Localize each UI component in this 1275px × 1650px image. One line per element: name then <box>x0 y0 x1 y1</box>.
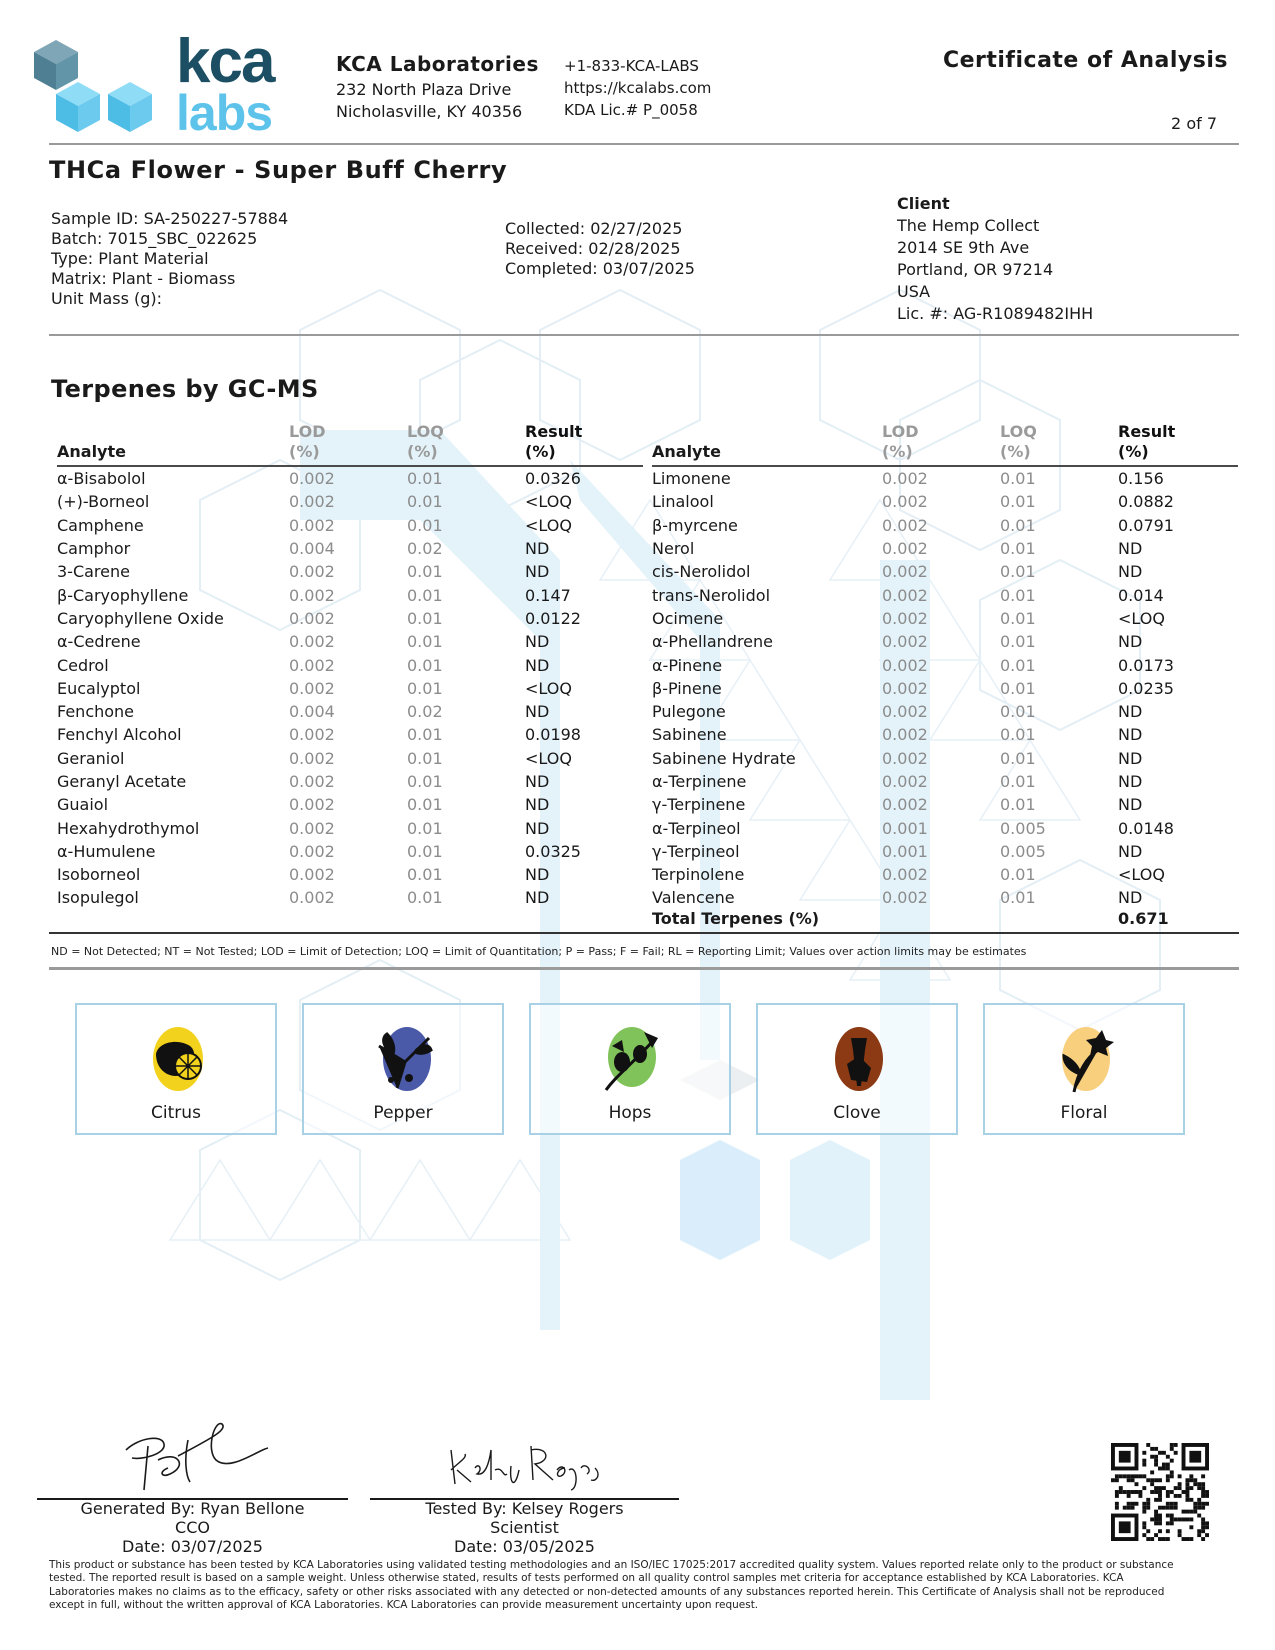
result-cell: 0.0198 <box>525 725 581 745</box>
analyte-cell: Sabinene Hydrate <box>652 748 796 768</box>
lod-cell: 0.002 <box>882 469 928 489</box>
lod-cell: 0.002 <box>882 539 928 559</box>
lod-cell: 0.002 <box>289 888 335 908</box>
analyte-cell: Ocimene <box>652 608 724 628</box>
result-cell: 0.0173 <box>1118 655 1174 675</box>
table-row <box>57 653 643 676</box>
aroma-label: Citrus <box>151 1103 201 1123</box>
logo-labs-text: labs <box>176 85 273 138</box>
legend-divider <box>49 967 1239 970</box>
result-cell: 0.0326 <box>525 469 581 489</box>
lod-cell: 0.002 <box>882 678 928 698</box>
product-title: THCa Flower - Super Buff Cherry <box>49 156 508 184</box>
analyte-cell: α-Pinene <box>652 655 723 675</box>
result-cell: 0.0148 <box>1118 818 1174 838</box>
loq-cell: 0.01 <box>407 655 443 675</box>
table-row <box>57 886 643 909</box>
aroma-tile-hops <box>529 1003 731 1135</box>
table-row <box>57 677 643 700</box>
client-heading: Client <box>897 194 950 213</box>
result-cell: ND <box>1118 632 1143 652</box>
loq-cell: 0.01 <box>1000 678 1036 698</box>
loq-cell: 0.01 <box>1000 608 1036 628</box>
loq-cell: 0.005 <box>1000 841 1046 861</box>
lod-cell: 0.002 <box>289 748 335 768</box>
loq-cell: 0.01 <box>1000 795 1036 815</box>
result-cell: 0.0235 <box>1118 678 1174 698</box>
analyte-cell: Hexahydrothymol <box>57 818 200 838</box>
lod-cell: 0.001 <box>882 841 928 861</box>
lod-cell: 0.002 <box>882 608 928 628</box>
lod-cell: 0.002 <box>882 725 928 745</box>
loq-cell: 0.01 <box>1000 772 1036 791</box>
lab-phone: +1-833-KCA-LABS <box>564 57 699 75</box>
table-row <box>57 630 643 653</box>
loq-cell: 0.01 <box>1000 748 1036 768</box>
lod-cell: 0.002 <box>289 725 335 745</box>
loq-cell: 0.01 <box>407 515 443 535</box>
lod-cell: 0.002 <box>882 632 928 652</box>
header-lod: LOD (%) <box>882 422 1000 466</box>
lod-cell: 0.002 <box>289 772 335 791</box>
analyte-cell: trans-Nerolidol <box>652 585 771 605</box>
header-divider <box>49 143 1239 145</box>
analyte-cell: α-Terpinene <box>652 772 747 791</box>
lod-cell: 0.002 <box>882 888 928 908</box>
abbreviation-legend: ND = Not Detected; NT = Not Tested; LOD = Limit of Detection; LOQ = Limit of Quantitation; P = Pass; F = Fail; RL = Reporting Limit; Values over action limits may be estimates <box>51 945 1027 958</box>
loq-cell: 0.01 <box>407 841 443 861</box>
lod-cell: 0.002 <box>289 818 335 838</box>
sample-batch: Batch: 7015_SBC_022625 <box>51 229 258 248</box>
table-row <box>652 793 1238 816</box>
generated-by-name: Generated By: Ryan Bellone <box>80 1499 305 1518</box>
analyte-cell: β-myrcene <box>652 515 738 535</box>
lod-cell: 0.002 <box>289 795 335 815</box>
result-cell: ND <box>1118 562 1143 582</box>
header-lod: LOD (%) <box>289 422 407 466</box>
analyte-cell: Eucalyptol <box>57 678 141 698</box>
table-row <box>652 490 1238 513</box>
analyte-cell: γ-Terpinene <box>652 795 746 815</box>
lod-cell: 0.002 <box>882 655 928 675</box>
generated-by-block <box>37 1499 348 1556</box>
table-row <box>652 747 1238 770</box>
result-cell: <LOQ <box>525 515 572 535</box>
table-row <box>57 747 643 770</box>
loq-cell: 0.01 <box>1000 492 1036 512</box>
lab-license: KDA Lic.# P_0058 <box>564 101 698 119</box>
lab-website-link[interactable]: https://kcalabs.com <box>564 79 712 97</box>
result-cell: ND <box>1118 841 1143 861</box>
result-cell: <LOQ <box>525 678 572 698</box>
loq-cell: 0.01 <box>407 678 443 698</box>
loq-cell: 0.01 <box>407 585 443 605</box>
document-title: Certificate of Analysis <box>942 48 1228 73</box>
aroma-tile-floral <box>983 1003 1185 1135</box>
lod-cell: 0.002 <box>289 608 335 628</box>
tested-by-name: Tested By: Kelsey Rogers <box>425 1499 624 1518</box>
terpenes-left-body <box>57 466 643 910</box>
analyte-cell: Terpinolene <box>652 865 745 885</box>
lod-cell: 0.002 <box>289 678 335 698</box>
result-cell: 0.156 <box>1118 469 1164 489</box>
terpenes-table-right <box>652 422 1238 910</box>
table-row <box>57 700 643 723</box>
table-row <box>652 840 1238 863</box>
sample-unit-mass: Unit Mass (g): <box>51 289 163 308</box>
result-cell: ND <box>525 888 550 908</box>
result-cell: 0.0882 <box>1118 492 1174 512</box>
analyte-cell: α-Terpineol <box>652 818 741 838</box>
loq-cell: 0.01 <box>1000 539 1036 559</box>
table-row <box>652 886 1238 909</box>
result-cell: ND <box>525 539 550 559</box>
lod-cell: 0.002 <box>882 585 928 605</box>
loq-cell: 0.01 <box>1000 469 1036 489</box>
analyte-cell: Caryophyllene Oxide <box>57 608 224 628</box>
analyte-cell: Geranyl Acetate <box>57 772 187 791</box>
result-cell: <LOQ <box>1118 865 1165 885</box>
result-cell: ND <box>1118 795 1143 815</box>
header-loq: LOQ (%) <box>1000 422 1118 466</box>
table-row <box>57 514 643 537</box>
tested-by-date: Date: 03/05/2025 <box>454 1537 595 1556</box>
result-cell: ND <box>525 632 550 652</box>
client-name: The Hemp Collect <box>897 216 1040 235</box>
sample-matrix: Matrix: Plant - Biomass <box>51 269 236 288</box>
loq-cell: 0.01 <box>1000 632 1036 652</box>
header-analyte: Analyte <box>652 422 882 466</box>
client-country: USA <box>897 282 931 301</box>
table-row <box>652 583 1238 606</box>
result-cell: ND <box>525 818 550 838</box>
analyte-cell: Camphor <box>57 539 131 559</box>
result-cell: <LOQ <box>525 492 572 512</box>
loq-cell: 0.01 <box>407 818 443 838</box>
loq-cell: 0.02 <box>407 539 443 559</box>
clove-icon <box>829 1024 889 1094</box>
table-row <box>652 653 1238 676</box>
loq-cell: 0.01 <box>1000 655 1036 675</box>
loq-cell: 0.01 <box>1000 888 1036 908</box>
lod-cell: 0.002 <box>882 492 928 512</box>
generated-by-date: Date: 03/07/2025 <box>122 1537 263 1556</box>
analyte-cell: Isopulegol <box>57 888 139 908</box>
generated-by-title: CCO <box>175 1518 210 1537</box>
table-row <box>57 863 643 886</box>
analyte-cell: cis-Nerolidol <box>652 562 751 582</box>
lod-cell: 0.001 <box>882 818 928 838</box>
kca-labs-logo <box>32 30 312 138</box>
header-analyte: Analyte <box>57 422 289 466</box>
loq-cell: 0.01 <box>407 608 443 628</box>
loq-cell: 0.01 <box>1000 865 1036 885</box>
table-row <box>57 537 643 560</box>
loq-cell: 0.01 <box>407 632 443 652</box>
table-row <box>652 770 1238 793</box>
table-header-row <box>57 422 643 466</box>
analyte-cell: Cedrol <box>57 655 109 675</box>
analyte-cell: Sabinene <box>652 725 727 745</box>
result-cell: <LOQ <box>1118 608 1165 628</box>
result-cell: ND <box>1118 748 1143 768</box>
analyte-cell: α-Cedrene <box>57 632 141 652</box>
loq-cell: 0.01 <box>1000 515 1036 535</box>
loq-cell: 0.005 <box>1000 818 1046 838</box>
date-collected: Collected: 02/27/2025 <box>505 219 683 238</box>
lod-cell: 0.002 <box>882 795 928 815</box>
result-cell: ND <box>525 702 550 722</box>
result-cell: 0.147 <box>525 585 571 605</box>
loq-cell: 0.01 <box>407 888 443 908</box>
loq-cell: 0.01 <box>1000 725 1036 745</box>
loq-cell: 0.01 <box>407 562 443 582</box>
client-license: Lic. #: AG-R1089482IHH <box>897 304 1094 323</box>
page-number: 2 of 7 <box>1171 114 1217 133</box>
total-terpenes-label: Total Terpenes (%) <box>652 909 820 928</box>
table-row <box>652 723 1238 746</box>
analyte-cell: α-Bisabolol <box>57 469 146 489</box>
hops-icon <box>602 1024 662 1094</box>
table-row <box>57 607 643 630</box>
result-cell: 0.0122 <box>525 608 581 628</box>
table-row <box>652 677 1238 700</box>
analyte-cell: Nerol <box>652 539 695 559</box>
loq-cell: 0.01 <box>407 795 443 815</box>
table-row <box>57 723 643 746</box>
analyte-cell: Limonene <box>652 469 731 489</box>
loq-cell: 0.02 <box>407 702 443 722</box>
lod-cell: 0.002 <box>882 865 928 885</box>
result-cell: ND <box>1118 888 1143 908</box>
aroma-tile-clove <box>756 1003 958 1135</box>
aroma-tile-citrus <box>75 1003 277 1135</box>
lod-cell: 0.002 <box>289 632 335 652</box>
signature-ryan-bellone <box>118 1420 278 1496</box>
result-cell: ND <box>1118 539 1143 559</box>
lemon-icon <box>148 1024 208 1094</box>
table-row <box>652 700 1238 723</box>
lod-cell: 0.004 <box>289 702 335 722</box>
lab-address-line2: Nicholasville, KY 40356 <box>336 102 523 121</box>
client-street: 2014 SE 9th Ave <box>897 238 1030 257</box>
result-cell: ND <box>525 795 550 815</box>
analyte-cell: β-Pinene <box>652 678 722 698</box>
table-row <box>57 466 643 490</box>
analyte-cell: β-Caryophyllene <box>57 585 189 605</box>
lod-cell: 0.002 <box>289 515 335 535</box>
date-received: Received: 02/28/2025 <box>505 239 681 258</box>
lod-cell: 0.002 <box>882 562 928 582</box>
result-cell: ND <box>525 655 550 675</box>
table-row <box>652 607 1238 630</box>
loq-cell: 0.01 <box>407 748 443 768</box>
result-cell: 0.0791 <box>1118 515 1174 535</box>
lod-cell: 0.002 <box>289 562 335 582</box>
flower-icon <box>1056 1024 1116 1094</box>
logo-cubes-icon <box>34 40 152 132</box>
loq-cell: 0.01 <box>407 725 443 745</box>
analyte-cell: 3-Carene <box>57 562 130 582</box>
lab-name: KCA Laboratories <box>336 52 539 76</box>
aroma-label: Clove <box>833 1103 881 1123</box>
qr-code[interactable] <box>1111 1443 1209 1541</box>
result-cell: 0.014 <box>1118 585 1164 605</box>
lod-cell: 0.002 <box>882 515 928 535</box>
lod-cell: 0.002 <box>882 748 928 768</box>
analyte-cell: Valencene <box>652 888 735 908</box>
analyte-cell: Camphene <box>57 515 144 535</box>
table-row <box>57 770 643 793</box>
client-city: Portland, OR 97214 <box>897 260 1054 279</box>
header-loq: LOQ (%) <box>407 422 525 466</box>
loq-cell: 0.01 <box>407 865 443 885</box>
lod-cell: 0.002 <box>289 585 335 605</box>
table-row <box>57 816 643 839</box>
aroma-tile-pepper <box>302 1003 504 1135</box>
result-cell: ND <box>1118 702 1143 722</box>
table-row <box>652 863 1238 886</box>
aroma-label: Floral <box>1060 1103 1108 1123</box>
signature-kelsey-rogers <box>445 1440 605 1496</box>
header-result: Result (%) <box>525 422 643 466</box>
result-cell: ND <box>525 865 550 885</box>
analyte-cell: α-Phellandrene <box>652 632 773 652</box>
terpenes-table-left <box>57 422 643 910</box>
loq-cell: 0.01 <box>1000 562 1036 582</box>
header-result: Result (%) <box>1118 422 1238 466</box>
analyte-cell: Fenchyl Alcohol <box>57 725 182 745</box>
loq-cell: 0.01 <box>407 492 443 512</box>
result-cell: ND <box>525 772 550 791</box>
section-title-terpenes: Terpenes by GC-MS <box>51 375 319 403</box>
peppercorn-icon <box>375 1024 435 1094</box>
legal-disclaimer: This product or substance has been tested by KCA Laboratories using validated testing methodologies and an ISO/IEC 17025:2017 accredited quality system. Values reported relate only to the product or substance tested. The reported result is based on a sample weight. Unless otherwise stated, results of tests performed on all quality control samples met criteria for acceptance established by KCA Laboratories. KCA Laboratories makes no claims as to the efficacy, safety or other risks associated with any detected or non-detected amounts of any substances reported herein. This Certificate of Analysis shall not be reproduced except in full, without the written approval of KCA Laboratories. KCA Laboratories can provide measurement uncertainty upon request. <box>49 1559 1174 1611</box>
table-row <box>652 466 1238 490</box>
lod-cell: 0.002 <box>289 492 335 512</box>
aroma-label: Hops <box>608 1103 652 1123</box>
table-bottom-rule <box>49 932 1239 934</box>
loq-cell: 0.01 <box>407 469 443 489</box>
lod-cell: 0.004 <box>289 539 335 559</box>
table-row <box>652 630 1238 653</box>
analyte-cell: γ-Terpineol <box>652 841 740 861</box>
table-row <box>652 537 1238 560</box>
analyte-cell: Isoborneol <box>57 865 141 885</box>
analyte-cell: Fenchone <box>57 702 135 722</box>
sample-id: Sample ID: SA-250227-57884 <box>51 209 289 228</box>
table-row <box>57 583 643 606</box>
lab-address-line1: 232 North Plaza Drive <box>336 80 512 99</box>
table-row <box>57 490 643 513</box>
lod-cell: 0.002 <box>289 469 335 489</box>
table-row <box>57 560 643 583</box>
date-completed: Completed: 03/07/2025 <box>505 259 695 278</box>
result-cell: 0.0325 <box>525 841 581 861</box>
terpenes-right-body <box>652 466 1238 910</box>
result-cell: ND <box>525 562 550 582</box>
loq-cell: 0.01 <box>1000 585 1036 605</box>
result-cell: ND <box>1118 772 1143 791</box>
result-cell: <LOQ <box>525 748 572 768</box>
result-cell: ND <box>1118 725 1143 745</box>
sample-divider <box>49 334 1239 336</box>
loq-cell: 0.01 <box>1000 702 1036 722</box>
logo-kca-text: kca <box>176 30 274 96</box>
tested-by-title: Scientist <box>490 1518 559 1537</box>
tested-by-block <box>370 1499 679 1556</box>
lod-cell: 0.002 <box>289 841 335 861</box>
table-row <box>652 514 1238 537</box>
lod-cell: 0.002 <box>289 655 335 675</box>
analyte-cell: Linalool <box>652 492 714 512</box>
analyte-cell: Geraniol <box>57 748 125 768</box>
loq-cell: 0.01 <box>407 772 443 791</box>
analyte-cell: Pulegone <box>652 702 726 722</box>
analyte-cell: α-Humulene <box>57 841 156 861</box>
table-row <box>652 816 1238 839</box>
analyte-cell: (+)-Borneol <box>57 492 150 512</box>
table-header-row <box>652 422 1238 466</box>
table-row <box>57 793 643 816</box>
total-terpenes-value: 0.671 <box>1118 909 1169 928</box>
lod-cell: 0.002 <box>882 702 928 722</box>
aroma-label: Pepper <box>373 1103 433 1123</box>
sample-type: Type: Plant Material <box>51 249 209 268</box>
lod-cell: 0.002 <box>289 865 335 885</box>
analyte-cell: Guaiol <box>57 795 109 815</box>
table-row <box>652 560 1238 583</box>
table-row <box>57 840 643 863</box>
lod-cell: 0.002 <box>882 772 928 791</box>
